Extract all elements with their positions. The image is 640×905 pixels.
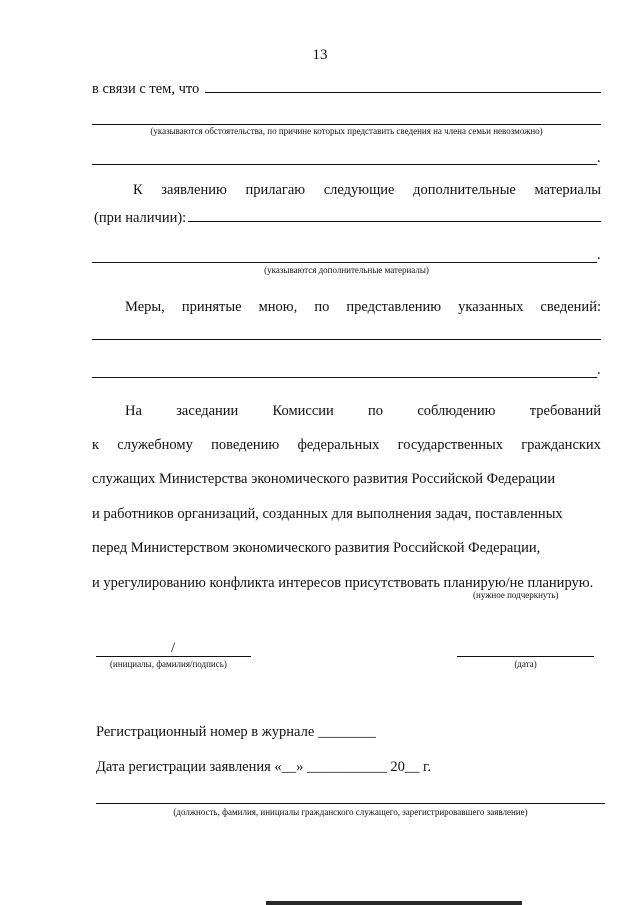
word: На bbox=[125, 403, 142, 419]
word: государственных bbox=[397, 437, 503, 453]
registrar-line[interactable] bbox=[96, 803, 605, 804]
date-line[interactable] bbox=[457, 656, 594, 657]
section3-end-mark: . bbox=[597, 362, 601, 378]
section1-line-3[interactable] bbox=[92, 164, 597, 165]
registrar-caption: (должность, фамилия, инициалы гражданского служащего, зарегистрировавшего заявление) bbox=[173, 807, 528, 817]
section2-line-3[interactable] bbox=[92, 262, 597, 263]
registration-date-label: Дата регистрации заявления «__» ___________ 20__ г. bbox=[96, 759, 431, 775]
word: принятые bbox=[181, 299, 242, 315]
section4-line-6: и урегулированию конфликта интересов присутствовать планирую/не планирую. bbox=[92, 575, 594, 591]
section2-end-mark: . bbox=[597, 247, 601, 263]
word: представлению bbox=[346, 299, 442, 315]
word: дополнительные bbox=[413, 182, 516, 198]
word: сведений: bbox=[540, 299, 601, 315]
word: заседании bbox=[176, 403, 239, 419]
section4-line-5: перед Министерством экономического развития Российской Федерации, bbox=[92, 540, 541, 556]
word: служебному bbox=[117, 437, 193, 453]
word: по bbox=[368, 403, 384, 419]
word: соблюдению bbox=[417, 403, 496, 419]
signature-caption: (инициалы, фамилия/подпись) bbox=[110, 659, 227, 669]
word: Комиссии bbox=[272, 403, 334, 419]
section2-line-1 bbox=[133, 181, 601, 199]
word: федеральных bbox=[297, 437, 380, 453]
section1-caption: (указываются обстоятельства, по причине которых представить сведения на члена семьи невозможно) bbox=[150, 126, 543, 136]
signature-slash: / bbox=[171, 640, 176, 656]
section4-line-3: служащих Министерства экономического развития Российской Федерации bbox=[92, 471, 556, 487]
word: мною, bbox=[258, 299, 298, 315]
page-number: 13 bbox=[312, 47, 328, 63]
word: к bbox=[92, 437, 100, 453]
section1-blank-line[interactable] bbox=[205, 92, 601, 93]
word: материалы bbox=[534, 182, 601, 198]
word: следующие bbox=[323, 182, 395, 198]
section4-line-4: и работников организаций, созданных для выполнения задач, поставленных bbox=[92, 506, 563, 522]
section2-line-2-lead: (при наличии): bbox=[94, 210, 187, 226]
word: К bbox=[133, 182, 143, 198]
section1-end-mark: . bbox=[597, 150, 601, 166]
section2-blank-line[interactable] bbox=[188, 221, 601, 222]
registration-number-label: Регистрационный номер в журнале ________ bbox=[96, 724, 376, 740]
date-caption: (дата) bbox=[514, 659, 537, 669]
word: по bbox=[314, 299, 330, 315]
section3-line-3[interactable] bbox=[92, 377, 597, 378]
signature-line[interactable] bbox=[96, 656, 251, 657]
scan-edge-mark bbox=[266, 901, 522, 905]
word: гражданских bbox=[521, 437, 601, 453]
section4-line-1 bbox=[125, 402, 601, 420]
section1-lead: в связи с тем, что bbox=[92, 81, 200, 97]
section3-line-1 bbox=[125, 298, 601, 316]
section3-line-2[interactable] bbox=[92, 339, 601, 340]
section1-line-2[interactable] bbox=[92, 124, 601, 125]
section4-caption: (нужное подчеркнуть) bbox=[473, 590, 559, 600]
word: требований bbox=[529, 403, 601, 419]
word: заявлению bbox=[161, 182, 227, 198]
section2-caption: (указываются дополнительные материалы) bbox=[264, 265, 429, 275]
word: указанных bbox=[458, 299, 524, 315]
word: поведению bbox=[211, 437, 280, 453]
word: прилагаю bbox=[245, 182, 306, 198]
word: Меры, bbox=[125, 299, 165, 315]
section4-line-2 bbox=[92, 436, 601, 454]
